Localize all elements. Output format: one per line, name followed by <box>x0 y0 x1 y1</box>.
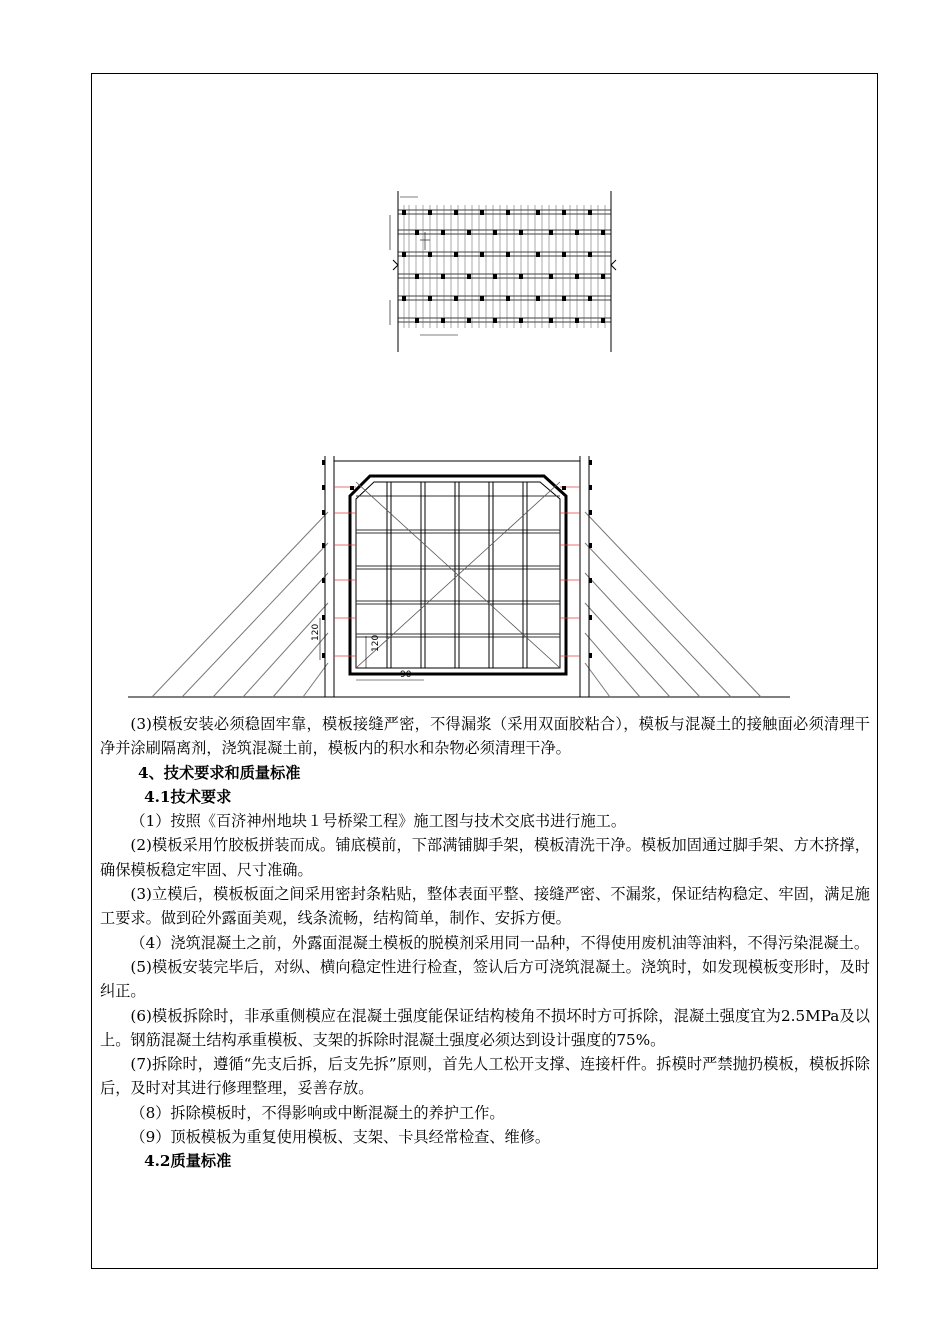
requirement-1: （1）按照《百济神州地块１号桥梁工程》施工图与技术交底书进行施工。 <box>130 812 627 831</box>
scaffold-poles <box>402 210 605 323</box>
requirement-5: (5)模板安装完毕后，对纵、横向稳定性进行检查，签认后方可浇筑混凝土。浇筑时，如发现模板变形时，及时纠正。 <box>100 957 870 1001</box>
dim-label-left-spacing: 120 <box>311 623 321 641</box>
requirement-2: (2)模板采用竹胶板拼装而成。铺底模前，下部满铺脚手架，模板清洗干净。模板加固通过脚手架、方木挤撑，确保模板稳定牢固、尺寸准确。 <box>100 836 870 879</box>
dim-label-bottom-width: 90 <box>400 670 412 680</box>
technical-text <box>100 712 870 1174</box>
section-4-1-heading: 4.1技术要求 <box>144 787 232 806</box>
requirement-8: （8）拆除模板时，不得影响或中断混凝土的养护工作。 <box>130 1103 505 1122</box>
paragraph-install-3: (3)模板安装必须稳固牢靠，模板接缝严密，不得漏浆（采用双面胶粘合），模板与混凝土的接触面必须清理干净并涂刷隔离剂，浇筑混凝土前，模板内的积水和杂物必须清理干净。 <box>100 715 870 758</box>
requirement-4: （4）浇筑混凝土之前，外露面混凝土模板的脱模剂采用同一品种，不得使用废机油等油料，不得污染混凝土。 <box>130 933 870 952</box>
requirement-3: (3)立模后，模板板面之间采用密封条粘贴，整体表面平整、接缝严密、不漏浆，保证结构稳定、牢固，满足施工要求。做到砼外露面美观，线条流畅，结构简单，制作、安拆方便。 <box>100 885 870 928</box>
requirement-6: (6)模板拆除时，非承重侧模应在混凝土强度能保证结构棱角不损坏时方可拆除，混凝土强度宜为2.5MPa及以上。钢筋混凝土结构承重模板、支架的拆除时混凝土强度必须达到设计强度的75%。 <box>100 1006 870 1049</box>
section-4-heading: 4、技术要求和质量标准 <box>138 763 301 782</box>
requirement-7: (7)拆除时，遵循“先支后拆，后支先拆”原则，首先人工松开支撑、连接杆件。拆模时严禁抛扔模板，模板拆除后，及时对其进行修理整理，妥善存放。 <box>100 1055 870 1098</box>
dim-label-inner-spacing: 120 <box>371 634 381 652</box>
requirement-9: （9）顶板模板为重复使用模板、支架、卡具经常检查、维修。 <box>130 1128 551 1147</box>
formwork-section-view <box>128 456 790 697</box>
scaffold-plan-view <box>390 191 616 352</box>
section-4-2-heading: 4.2质量标准 <box>144 1152 232 1171</box>
